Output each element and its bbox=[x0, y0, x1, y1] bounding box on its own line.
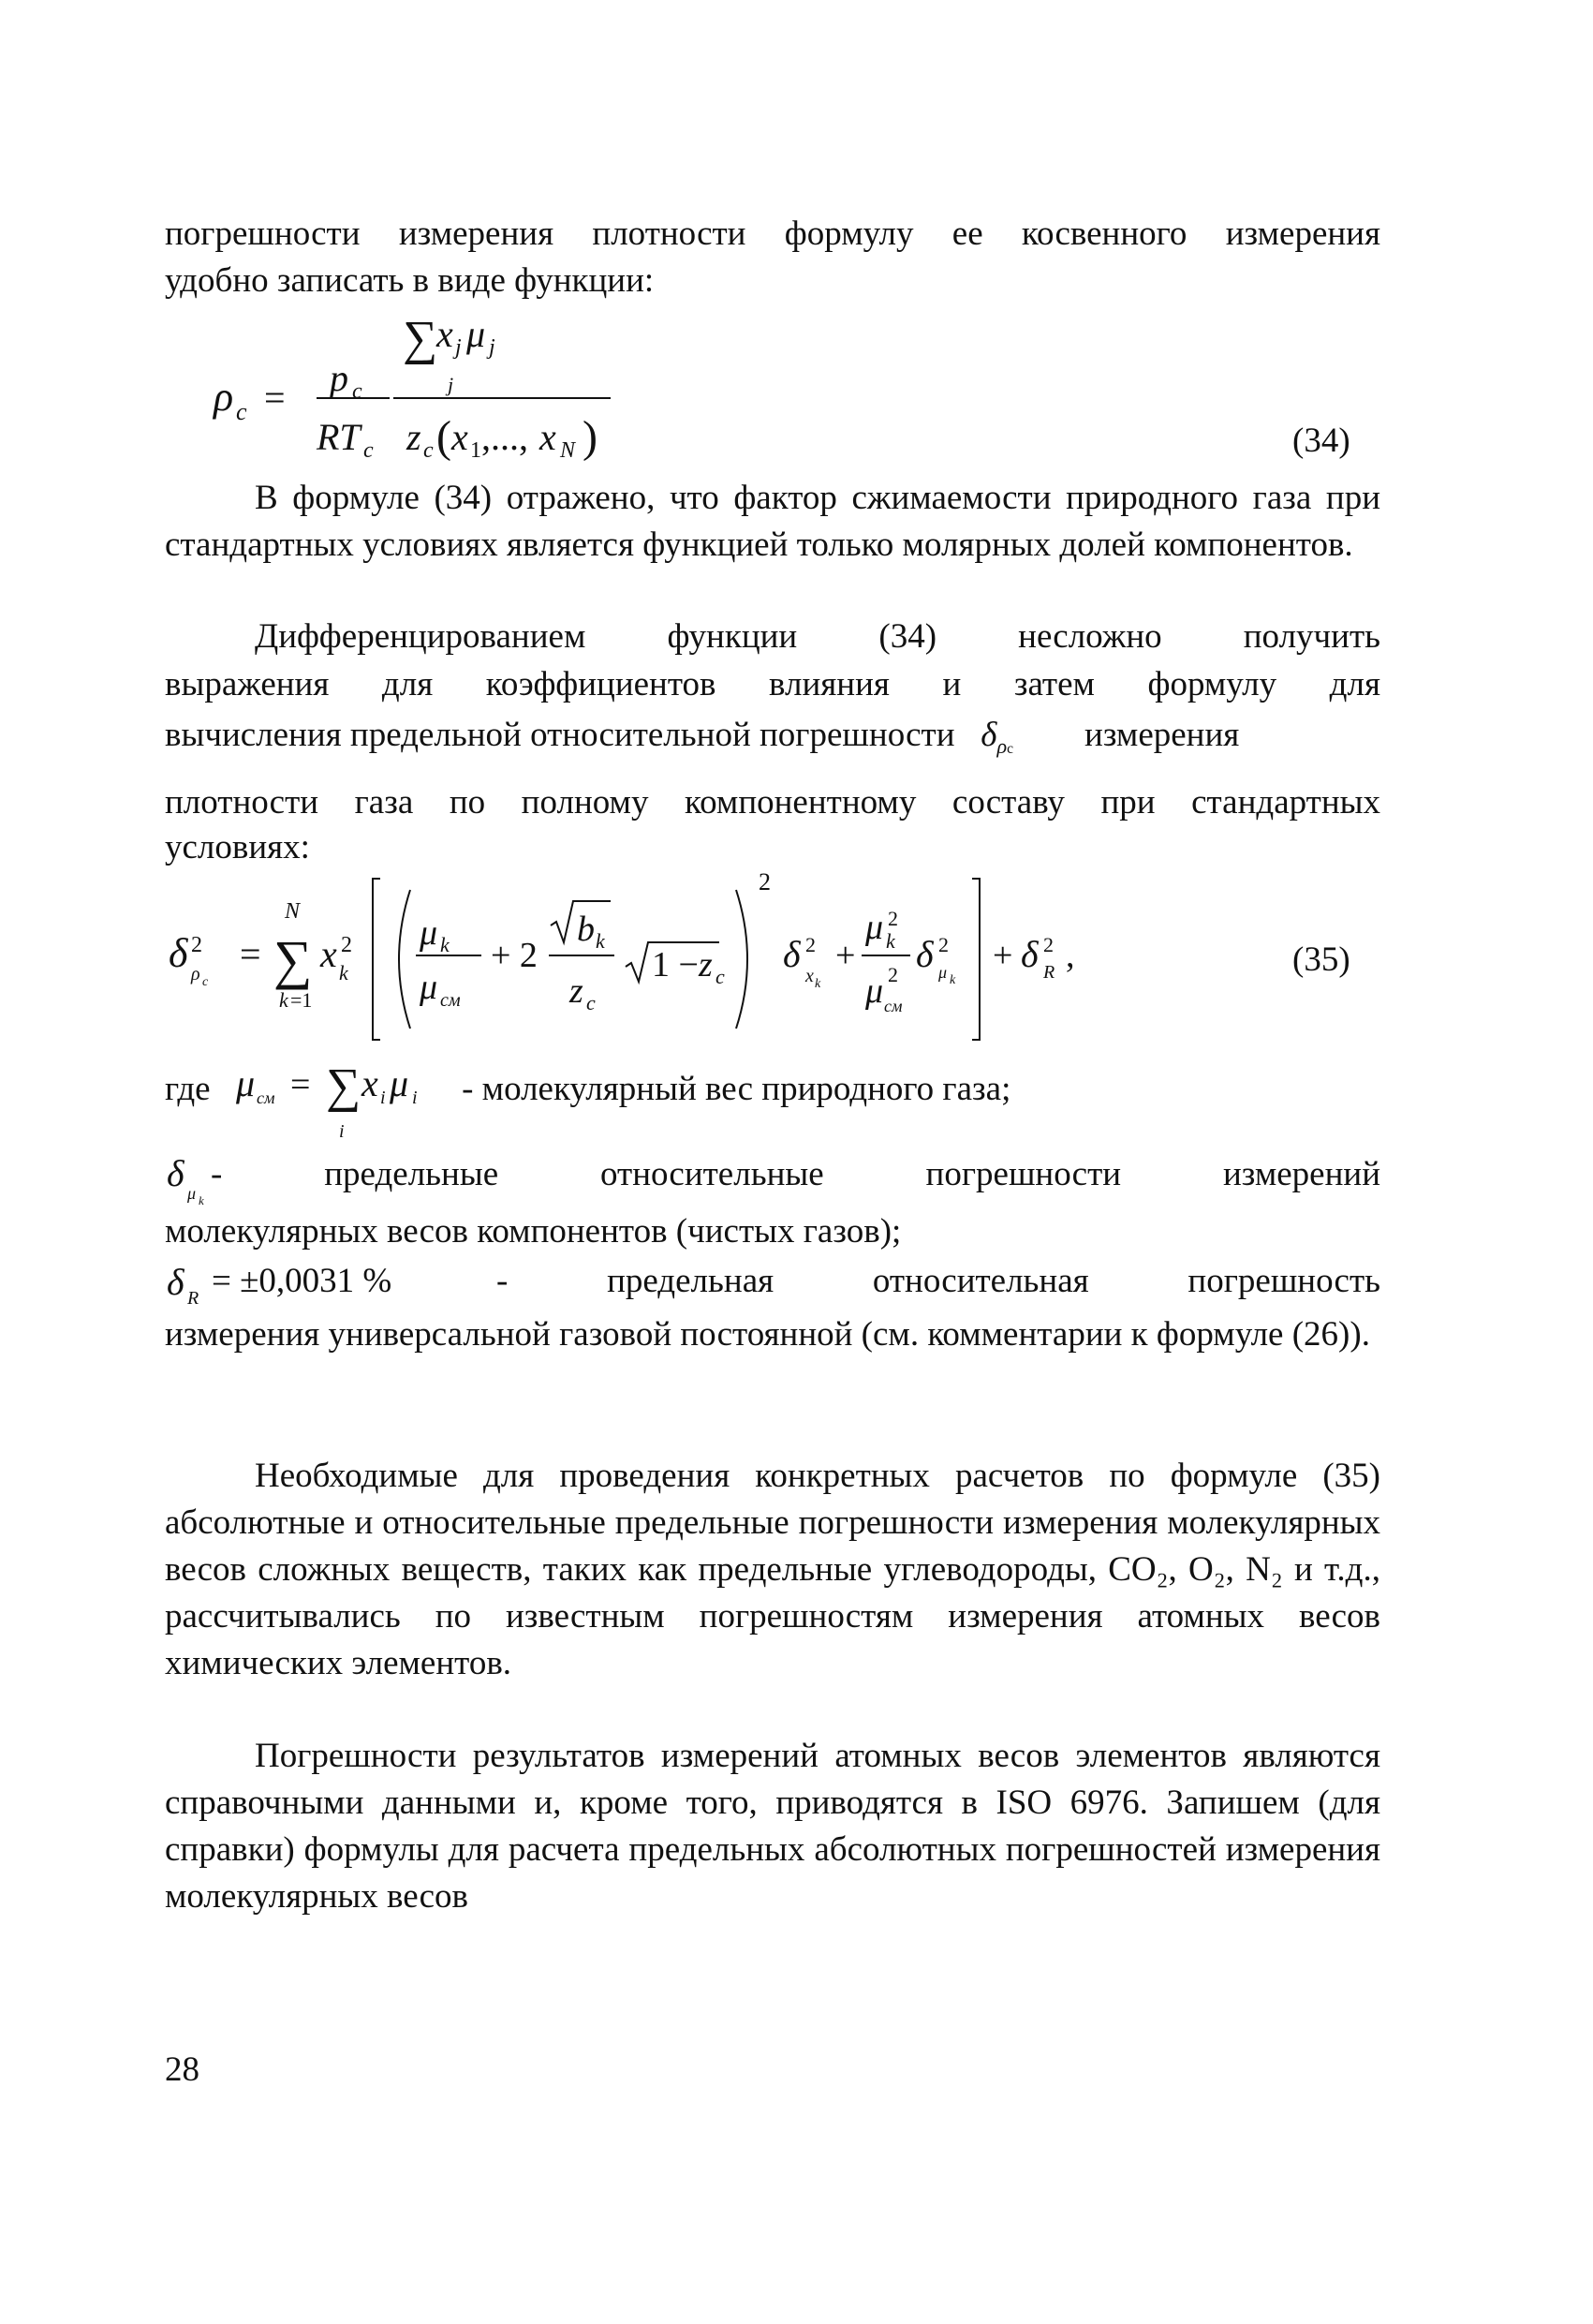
svg-text:1 −: 1 − bbox=[652, 945, 699, 984]
svg-text:μ: μ bbox=[390, 1062, 409, 1104]
paragraph-3-line-3-start: вычисления предельной относительной погрешности bbox=[165, 716, 955, 754]
svg-text:k: k bbox=[279, 988, 288, 1012]
svg-text:=: = bbox=[240, 933, 261, 975]
svg-text:μ: μ bbox=[865, 908, 884, 947]
svg-text:): ) bbox=[583, 412, 597, 462]
svg-text:k: k bbox=[199, 1193, 204, 1207]
svg-text:2: 2 bbox=[759, 868, 771, 896]
svg-text:δ: δ bbox=[167, 1261, 184, 1303]
svg-text:∑: ∑ bbox=[326, 1059, 361, 1113]
svg-text:1: 1 bbox=[470, 438, 481, 463]
delta-r-value: = ±0,0031 % bbox=[212, 1262, 392, 1300]
svg-text:+: + bbox=[993, 936, 1013, 975]
svg-text:2: 2 bbox=[888, 963, 898, 986]
svg-text:x: x bbox=[361, 1062, 378, 1104]
svg-text:μ: μ bbox=[187, 1184, 197, 1203]
page-number: 28 bbox=[165, 2050, 199, 2089]
delta-mu-line-1: - предельные относительные погрешности измерений bbox=[211, 1155, 1380, 1193]
svg-text:+: + bbox=[835, 936, 856, 975]
svg-text:k: k bbox=[815, 977, 821, 991]
paragraph-5: Погрешности результатов измерений атомных весов элементов являются справочными данными и, кроме того, приводятся в ISO 6976. Запишем (для справки) формулы для расчета предельных абсолютных погрешностей измерения молекулярных весов bbox=[165, 1737, 1380, 1916]
svg-text:i: i bbox=[380, 1088, 386, 1108]
delta-rho-inline: $\delta_{\rho c}$ bbox=[963, 716, 1014, 758]
svg-text:μ: μ bbox=[420, 968, 438, 1007]
svg-text:ρ: ρ bbox=[191, 964, 200, 984]
svg-text:μ: μ bbox=[938, 963, 948, 982]
svg-text:p: p bbox=[330, 357, 348, 399]
svg-text:2: 2 bbox=[805, 933, 816, 956]
paragraph-3-line-3-end: измерения bbox=[1084, 716, 1240, 754]
svg-text:N: N bbox=[285, 899, 301, 924]
paragraph-3-line-2: выражения для коэффициентов влияния и затем формулу для bbox=[165, 665, 1380, 703]
svg-text:2: 2 bbox=[938, 933, 949, 956]
svg-text:R: R bbox=[187, 1288, 199, 1309]
svg-text:z: z bbox=[699, 945, 713, 984]
paragraph-4: Необходимые для проведения конкретных расчетов по формуле (35) абсолютные и относительные предельные погрешности измерения молекулярных весов сложных веществ, таких как предельные углеводороды, CO₂, O₂, N₂ и т.д., рассчитывались по известным погрешностям измерения атомных весов химических элементов. bbox=[165, 1457, 1380, 1682]
paragraph-3-line-4: плотности газа по полному компонентному составу при стандартных bbox=[165, 783, 1380, 822]
svg-text:j: j bbox=[455, 335, 462, 360]
svg-text:z: z bbox=[569, 971, 583, 1011]
svg-text:∑: ∑ bbox=[403, 312, 438, 365]
svg-text:x: x bbox=[320, 933, 337, 975]
svg-text:μ: μ bbox=[236, 1062, 256, 1104]
svg-text:j: j bbox=[448, 373, 454, 396]
svg-text:2: 2 bbox=[191, 933, 202, 957]
svg-text:k: k bbox=[950, 973, 956, 987]
svg-text:δ: δ bbox=[783, 933, 801, 975]
paragraph-3-line-5: условиях: bbox=[165, 828, 310, 866]
svg-text:2: 2 bbox=[888, 907, 898, 930]
paragraph-1-line-1: погрешности измерения плотности формулу ее косвенного измерения bbox=[165, 215, 1380, 253]
where-prefix: где bbox=[165, 1070, 211, 1108]
svg-text:k: k bbox=[596, 929, 605, 953]
svg-text:=: = bbox=[264, 377, 286, 419]
where-suffix: - молекулярный вес природного газа; bbox=[462, 1070, 1011, 1108]
svg-text:c: c bbox=[363, 438, 374, 463]
svg-text:δ: δ bbox=[1021, 933, 1039, 975]
svg-text:x: x bbox=[451, 416, 468, 458]
paragraph-2: В формуле (34) отражено, что фактор сжимаемости природного газа при стандартных условиях является функцией только молярных долей компонентов. bbox=[165, 479, 1380, 564]
svg-text:см: см bbox=[440, 990, 461, 1011]
svg-text:c: c bbox=[586, 991, 596, 1014]
svg-text:δ: δ bbox=[916, 933, 934, 975]
svg-text:c: c bbox=[236, 398, 247, 425]
equation-34 bbox=[206, 300, 693, 468]
svg-text:c: c bbox=[202, 975, 209, 989]
svg-text:μ: μ bbox=[420, 913, 438, 953]
svg-text:c: c bbox=[715, 965, 725, 988]
svg-text:z: z bbox=[406, 416, 421, 458]
svg-text:j: j bbox=[489, 335, 495, 360]
svg-text:=1: =1 bbox=[290, 988, 313, 1012]
paragraph-1-line-2: удобно записать в виде функции: bbox=[165, 261, 655, 300]
svg-text:,...,: ,..., bbox=[481, 416, 528, 458]
svg-text:b: b bbox=[577, 910, 595, 949]
svg-text:RT: RT bbox=[317, 416, 361, 458]
svg-text:k: k bbox=[886, 929, 895, 953]
paragraph-3-line-1: Дифференцированием функции (34) несложно получить bbox=[255, 617, 1380, 656]
svg-text:x: x bbox=[436, 313, 453, 355]
svg-text:R: R bbox=[1043, 962, 1055, 983]
equation-35 bbox=[165, 862, 1195, 1049]
svg-text:(: ( bbox=[436, 412, 451, 462]
svg-text:x: x bbox=[539, 416, 556, 458]
svg-text:δ: δ bbox=[167, 1152, 184, 1194]
equation-34-number: (34) bbox=[1292, 422, 1350, 460]
svg-text:N: N bbox=[560, 438, 576, 463]
svg-text:k: k bbox=[440, 933, 450, 956]
svg-text:c: c bbox=[423, 438, 434, 463]
svg-text:ρ: ρ bbox=[214, 374, 234, 420]
svg-text:μ: μ bbox=[466, 313, 486, 355]
paragraph-3-line-3 bbox=[165, 712, 1380, 773]
svg-text:2: 2 bbox=[1043, 933, 1054, 956]
svg-text:см: см bbox=[884, 997, 903, 1015]
svg-text:,: , bbox=[1066, 936, 1075, 975]
svg-text:x: x bbox=[805, 966, 814, 986]
delta-r-line-2: измерения универсальной газовой постоянной (см. комментарии к формуле (26)). bbox=[165, 1315, 1370, 1354]
delta-mu-line-2: молекулярных весов компонентов (чистых газов); bbox=[165, 1212, 902, 1251]
svg-text:k: k bbox=[339, 961, 348, 984]
equation-35-number: (35) bbox=[1292, 940, 1350, 979]
delta-r-line-1: - предельная относительная погрешность bbox=[496, 1262, 1380, 1300]
svg-text:μ: μ bbox=[865, 971, 884, 1011]
svg-text:∑: ∑ bbox=[273, 929, 313, 990]
svg-text:c: c bbox=[352, 379, 362, 404]
svg-text:=: = bbox=[290, 1065, 311, 1104]
svg-text:i: i bbox=[412, 1088, 418, 1108]
svg-text:i: i bbox=[339, 1121, 345, 1142]
mu-cm-formula-graphic bbox=[234, 1044, 468, 1147]
svg-text:см: см bbox=[257, 1088, 275, 1107]
svg-text:2: 2 bbox=[341, 933, 352, 957]
svg-text:+ 2: + 2 bbox=[491, 936, 538, 975]
svg-text:δ: δ bbox=[169, 930, 188, 976]
